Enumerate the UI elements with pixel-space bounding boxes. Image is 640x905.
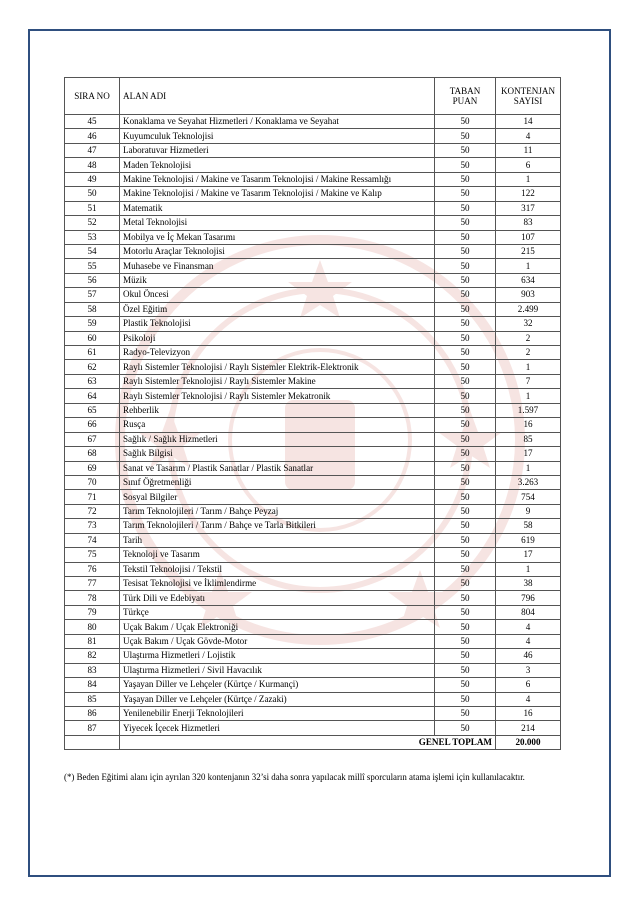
taban-puan-cell: 50 bbox=[435, 389, 496, 403]
taban-puan-cell: 50 bbox=[435, 605, 496, 619]
sira-no-cell: 51 bbox=[65, 201, 120, 215]
alan-adi-cell: Kuyumculuk Teknolojisi bbox=[120, 129, 435, 143]
sira-no-cell: 79 bbox=[65, 605, 120, 619]
sira-no-cell: 69 bbox=[65, 461, 120, 475]
alan-adi-cell: Raylı Sistemler Teknolojisi / Raylı Sistemler Makine bbox=[120, 374, 435, 388]
table-row bbox=[65, 519, 561, 533]
kontenjan-cell: 1 bbox=[496, 562, 561, 576]
kontenjan-cell: 83 bbox=[496, 216, 561, 230]
alan-adi-cell: Maden Teknolojisi bbox=[120, 158, 435, 172]
table-row bbox=[65, 620, 561, 634]
kontenjan-cell: 17 bbox=[496, 447, 561, 461]
table-row bbox=[65, 418, 561, 432]
kontenjan-cell: 3 bbox=[496, 663, 561, 677]
kontenjan-cell: 122 bbox=[496, 187, 561, 201]
table-row bbox=[65, 374, 561, 388]
table-row bbox=[65, 143, 561, 157]
kontenjan-cell: 6 bbox=[496, 678, 561, 692]
kontenjan-cell: 754 bbox=[496, 490, 561, 504]
alan-adi-cell: Makine Teknolojisi / Makine ve Tasarım Teknolojisi / Makine Ressamlığı bbox=[120, 172, 435, 186]
kontenjan-cell: 58 bbox=[496, 519, 561, 533]
taban-puan-cell: 50 bbox=[435, 216, 496, 230]
kontenjan-cell: 619 bbox=[496, 533, 561, 547]
alan-adi-cell: Sağlık Bilgisi bbox=[120, 447, 435, 461]
taban-puan-cell: 50 bbox=[435, 346, 496, 360]
taban-puan-cell: 50 bbox=[435, 302, 496, 316]
alan-adi-cell: Teknoloji ve Tasarım bbox=[120, 548, 435, 562]
table-row bbox=[65, 605, 561, 619]
sira-no-cell: 85 bbox=[65, 692, 120, 706]
table-row bbox=[65, 230, 561, 244]
sira-no-cell: 56 bbox=[65, 273, 120, 287]
alan-adi-cell: Tekstil Teknolojisi / Tekstil bbox=[120, 562, 435, 576]
table-row bbox=[65, 447, 561, 461]
taban-puan-cell: 50 bbox=[435, 129, 496, 143]
taban-puan-cell: 50 bbox=[435, 706, 496, 720]
table-row bbox=[65, 288, 561, 302]
header-kontenjan-line1: KONTENJAN bbox=[500, 86, 556, 96]
alan-adi-cell: Muhasebe ve Finansman bbox=[120, 259, 435, 273]
sira-no-cell: 60 bbox=[65, 331, 120, 345]
table-row bbox=[65, 577, 561, 591]
table-row bbox=[65, 533, 561, 547]
kontenjan-cell: 2 bbox=[496, 346, 561, 360]
sira-no-cell: 46 bbox=[65, 129, 120, 143]
kontenjan-cell: 11 bbox=[496, 143, 561, 157]
sira-no-cell: 81 bbox=[65, 634, 120, 648]
taban-puan-cell: 50 bbox=[435, 158, 496, 172]
alan-adi-cell: Tarih bbox=[120, 533, 435, 547]
alan-adi-cell: Plastik Teknolojisi bbox=[120, 317, 435, 331]
taban-puan-cell: 50 bbox=[435, 403, 496, 417]
taban-puan-cell: 50 bbox=[435, 678, 496, 692]
footnote: (*) Beden Eğitimi alanı için ayrılan 320 kontenjanın 32’si daha sonra yapılacak millî sporcuların atama işlemi için kullanılacaktır. bbox=[64, 772, 525, 782]
kontenjan-cell: 9 bbox=[496, 504, 561, 518]
total-row bbox=[65, 735, 561, 749]
kontenjan-cell: 7 bbox=[496, 374, 561, 388]
taban-puan-cell: 50 bbox=[435, 591, 496, 605]
alan-adi-cell: Yenilenebilir Enerji Teknolojileri bbox=[120, 706, 435, 720]
kontenjan-cell: 1 bbox=[496, 360, 561, 374]
alan-adi-cell: Sosyal Bilgiler bbox=[120, 490, 435, 504]
table-row bbox=[65, 721, 561, 735]
alan-adi-cell: Türk Dili ve Edebiyatı bbox=[120, 591, 435, 605]
taban-puan-cell: 50 bbox=[435, 721, 496, 735]
taban-puan-cell: 50 bbox=[435, 172, 496, 186]
alan-adi-cell: Ulaştırma Hizmetleri / Sivil Havacılık bbox=[120, 663, 435, 677]
sira-no-cell: 67 bbox=[65, 432, 120, 446]
kontenjan-cell: 107 bbox=[496, 230, 561, 244]
alan-adi-cell: Tarım Teknolojileri / Tarım / Bahçe Peyzaj bbox=[120, 504, 435, 518]
taban-puan-cell: 50 bbox=[435, 317, 496, 331]
table-row bbox=[65, 158, 561, 172]
sira-no-cell: 62 bbox=[65, 360, 120, 374]
alan-adi-cell: Matematik bbox=[120, 201, 435, 215]
taban-puan-cell: 50 bbox=[435, 475, 496, 489]
kontenjan-cell: 38 bbox=[496, 577, 561, 591]
table-row bbox=[65, 548, 561, 562]
alan-adi-cell: Okul Öncesi bbox=[120, 288, 435, 302]
alan-adi-cell: Mobilya ve İç Mekan Tasarımı bbox=[120, 230, 435, 244]
kontenjan-cell: 804 bbox=[496, 605, 561, 619]
table-row bbox=[65, 346, 561, 360]
kontenjan-cell: 17 bbox=[496, 548, 561, 562]
taban-puan-cell: 50 bbox=[435, 259, 496, 273]
table-row bbox=[65, 692, 561, 706]
table-row bbox=[65, 129, 561, 143]
kontenjan-cell: 6 bbox=[496, 158, 561, 172]
sira-no-cell: 57 bbox=[65, 288, 120, 302]
sira-no-cell: 58 bbox=[65, 302, 120, 316]
total-empty-cell bbox=[65, 735, 120, 749]
kontenjan-cell: 1 bbox=[496, 389, 561, 403]
table-body bbox=[65, 115, 561, 736]
alan-adi-cell: Sınıf Öğretmenliği bbox=[120, 475, 435, 489]
table-row bbox=[65, 201, 561, 215]
table-row bbox=[65, 317, 561, 331]
table-row bbox=[65, 663, 561, 677]
sira-no-cell: 61 bbox=[65, 346, 120, 360]
alan-adi-cell: Radyo-Televizyon bbox=[120, 346, 435, 360]
taban-puan-cell: 50 bbox=[435, 577, 496, 591]
alan-adi-cell: Müzik bbox=[120, 273, 435, 287]
kontenjan-cell: 16 bbox=[496, 418, 561, 432]
table-row bbox=[65, 172, 561, 186]
alan-adi-cell: Yaşayan Diller ve Lehçeler (Kürtçe / Zazaki) bbox=[120, 692, 435, 706]
taban-puan-cell: 50 bbox=[435, 461, 496, 475]
sira-no-cell: 66 bbox=[65, 418, 120, 432]
table-row bbox=[65, 187, 561, 201]
sira-no-cell: 49 bbox=[65, 172, 120, 186]
taban-puan-cell: 50 bbox=[435, 288, 496, 302]
alan-adi-cell: Konaklama ve Seyahat Hizmetleri / Konaklama ve Seyahat bbox=[120, 115, 435, 129]
taban-puan-cell: 50 bbox=[435, 620, 496, 634]
table-row bbox=[65, 273, 561, 287]
sira-no-cell: 45 bbox=[65, 115, 120, 129]
sira-no-cell: 50 bbox=[65, 187, 120, 201]
sira-no-cell: 82 bbox=[65, 649, 120, 663]
table-row bbox=[65, 591, 561, 605]
alan-adi-cell: Ulaştırma Hizmetleri / Lojistik bbox=[120, 649, 435, 663]
sira-no-cell: 64 bbox=[65, 389, 120, 403]
sira-no-cell: 74 bbox=[65, 533, 120, 547]
alan-adi-cell: Raylı Sistemler Teknolojisi / Raylı Sistemler Mekatronik bbox=[120, 389, 435, 403]
taban-puan-cell: 50 bbox=[435, 504, 496, 518]
alan-adi-cell: Tesisat Teknolojisi ve İklimlendirme bbox=[120, 577, 435, 591]
kontenjan-cell: 4 bbox=[496, 129, 561, 143]
alan-adi-cell: Tarım Teknolojileri / Tarım / Bahçe ve Tarla Bitkileri bbox=[120, 519, 435, 533]
taban-puan-cell: 50 bbox=[435, 143, 496, 157]
kontenjan-cell: 2 bbox=[496, 331, 561, 345]
taban-puan-cell: 50 bbox=[435, 432, 496, 446]
sira-no-cell: 48 bbox=[65, 158, 120, 172]
alan-adi-cell: Türkçe bbox=[120, 605, 435, 619]
alan-adi-cell: Yaşayan Diller ve Lehçeler (Kürtçe / Kurmançi) bbox=[120, 678, 435, 692]
table-row bbox=[65, 678, 561, 692]
sira-no-cell: 86 bbox=[65, 706, 120, 720]
kontenjan-cell: 16 bbox=[496, 706, 561, 720]
header-kontenjan-line2: SAYISI bbox=[513, 96, 543, 106]
table-row bbox=[65, 432, 561, 446]
alan-adi-cell: Raylı Sistemler Teknolojisi / Raylı Sistemler Elektrik-Elektronik bbox=[120, 360, 435, 374]
kontenjan-cell: 4 bbox=[496, 634, 561, 648]
kontenjan-cell: 317 bbox=[496, 201, 561, 215]
sira-no-cell: 73 bbox=[65, 519, 120, 533]
taban-puan-cell: 50 bbox=[435, 649, 496, 663]
header-taban-puan-line1: TABAN bbox=[449, 86, 481, 96]
kontenjan-cell: 85 bbox=[496, 432, 561, 446]
sira-no-cell: 55 bbox=[65, 259, 120, 273]
table-row bbox=[65, 216, 561, 230]
taban-puan-cell: 50 bbox=[435, 115, 496, 129]
kontenjan-cell: 634 bbox=[496, 273, 561, 287]
sira-no-cell: 47 bbox=[65, 143, 120, 157]
sira-no-cell: 53 bbox=[65, 230, 120, 244]
quota-table bbox=[64, 77, 561, 750]
table-row bbox=[65, 649, 561, 663]
table-row bbox=[65, 115, 561, 129]
kontenjan-cell: 1.597 bbox=[496, 403, 561, 417]
header-sira-no: SIRA NO bbox=[65, 78, 120, 115]
sira-no-cell: 54 bbox=[65, 244, 120, 258]
alan-adi-cell: Uçak Bakım / Uçak Gövde-Motor bbox=[120, 634, 435, 648]
header-kontenjan-sayisi bbox=[496, 78, 561, 115]
alan-adi-cell: Makine Teknolojisi / Makine ve Tasarım Teknolojisi / Makine ve Kalıp bbox=[120, 187, 435, 201]
table-row bbox=[65, 302, 561, 316]
kontenjan-cell: 215 bbox=[496, 244, 561, 258]
table-row bbox=[65, 475, 561, 489]
sira-no-cell: 76 bbox=[65, 562, 120, 576]
taban-puan-cell: 50 bbox=[435, 447, 496, 461]
taban-puan-cell: 50 bbox=[435, 331, 496, 345]
kontenjan-cell: 796 bbox=[496, 591, 561, 605]
sira-no-cell: 72 bbox=[65, 504, 120, 518]
table-row bbox=[65, 403, 561, 417]
table-row bbox=[65, 360, 561, 374]
total-value: 20.000 bbox=[496, 735, 561, 749]
sira-no-cell: 65 bbox=[65, 403, 120, 417]
taban-puan-cell: 50 bbox=[435, 533, 496, 547]
kontenjan-cell: 903 bbox=[496, 288, 561, 302]
taban-puan-cell: 50 bbox=[435, 418, 496, 432]
alan-adi-cell: Özel Eğitim bbox=[120, 302, 435, 316]
taban-puan-cell: 50 bbox=[435, 187, 496, 201]
table-row bbox=[65, 504, 561, 518]
sira-no-cell: 83 bbox=[65, 663, 120, 677]
kontenjan-cell: 46 bbox=[496, 649, 561, 663]
taban-puan-cell: 50 bbox=[435, 244, 496, 258]
table-row bbox=[65, 389, 561, 403]
alan-adi-cell: Sanat ve Tasarım / Plastik Sanatlar / Plastik Sanatlar bbox=[120, 461, 435, 475]
sira-no-cell: 77 bbox=[65, 577, 120, 591]
header-alan-adi: ALAN ADI bbox=[120, 78, 435, 115]
alan-adi-cell: Motorlu Araçlar Teknolojisi bbox=[120, 244, 435, 258]
header-taban-puan bbox=[435, 78, 496, 115]
alan-adi-cell: Metal Teknolojisi bbox=[120, 216, 435, 230]
table-row bbox=[65, 244, 561, 258]
sira-no-cell: 59 bbox=[65, 317, 120, 331]
sira-no-cell: 80 bbox=[65, 620, 120, 634]
alan-adi-cell: Rehberlik bbox=[120, 403, 435, 417]
table-row bbox=[65, 461, 561, 475]
table-row bbox=[65, 706, 561, 720]
kontenjan-cell: 32 bbox=[496, 317, 561, 331]
taban-puan-cell: 50 bbox=[435, 634, 496, 648]
table-row bbox=[65, 331, 561, 345]
table-row bbox=[65, 634, 561, 648]
alan-adi-cell: Sağlık / Sağlık Hizmetleri bbox=[120, 432, 435, 446]
table-row bbox=[65, 490, 561, 504]
sira-no-cell: 68 bbox=[65, 447, 120, 461]
sira-no-cell: 84 bbox=[65, 678, 120, 692]
sira-no-cell: 78 bbox=[65, 591, 120, 605]
alan-adi-cell: Yiyecek İçecek Hizmetleri bbox=[120, 721, 435, 735]
sira-no-cell: 71 bbox=[65, 490, 120, 504]
sira-no-cell: 75 bbox=[65, 548, 120, 562]
kontenjan-cell: 1 bbox=[496, 259, 561, 273]
kontenjan-cell: 214 bbox=[496, 721, 561, 735]
total-label: GENEL TOPLAM bbox=[120, 735, 496, 749]
taban-puan-cell: 50 bbox=[435, 548, 496, 562]
kontenjan-cell: 1 bbox=[496, 172, 561, 186]
alan-adi-cell: Rusça bbox=[120, 418, 435, 432]
kontenjan-cell: 4 bbox=[496, 620, 561, 634]
sira-no-cell: 87 bbox=[65, 721, 120, 735]
taban-puan-cell: 50 bbox=[435, 273, 496, 287]
sira-no-cell: 63 bbox=[65, 374, 120, 388]
taban-puan-cell: 50 bbox=[435, 374, 496, 388]
taban-puan-cell: 50 bbox=[435, 519, 496, 533]
sira-no-cell: 52 bbox=[65, 216, 120, 230]
kontenjan-cell: 1 bbox=[496, 461, 561, 475]
alan-adi-cell: Uçak Bakım / Uçak Elektroniği bbox=[120, 620, 435, 634]
kontenjan-cell: 2.499 bbox=[496, 302, 561, 316]
header-taban-puan-line2: PUAN bbox=[452, 96, 478, 106]
alan-adi-cell: Laboratuvar Hizmetleri bbox=[120, 143, 435, 157]
taban-puan-cell: 50 bbox=[435, 692, 496, 706]
table-row bbox=[65, 259, 561, 273]
taban-puan-cell: 50 bbox=[435, 490, 496, 504]
kontenjan-cell: 3.263 bbox=[496, 475, 561, 489]
table-row bbox=[65, 562, 561, 576]
taban-puan-cell: 50 bbox=[435, 562, 496, 576]
table-header-row bbox=[65, 78, 561, 115]
taban-puan-cell: 50 bbox=[435, 360, 496, 374]
sira-no-cell: 70 bbox=[65, 475, 120, 489]
taban-puan-cell: 50 bbox=[435, 201, 496, 215]
taban-puan-cell: 50 bbox=[435, 230, 496, 244]
taban-puan-cell: 50 bbox=[435, 663, 496, 677]
alan-adi-cell: Psikoloji bbox=[120, 331, 435, 345]
kontenjan-cell: 14 bbox=[496, 115, 561, 129]
kontenjan-cell: 4 bbox=[496, 692, 561, 706]
